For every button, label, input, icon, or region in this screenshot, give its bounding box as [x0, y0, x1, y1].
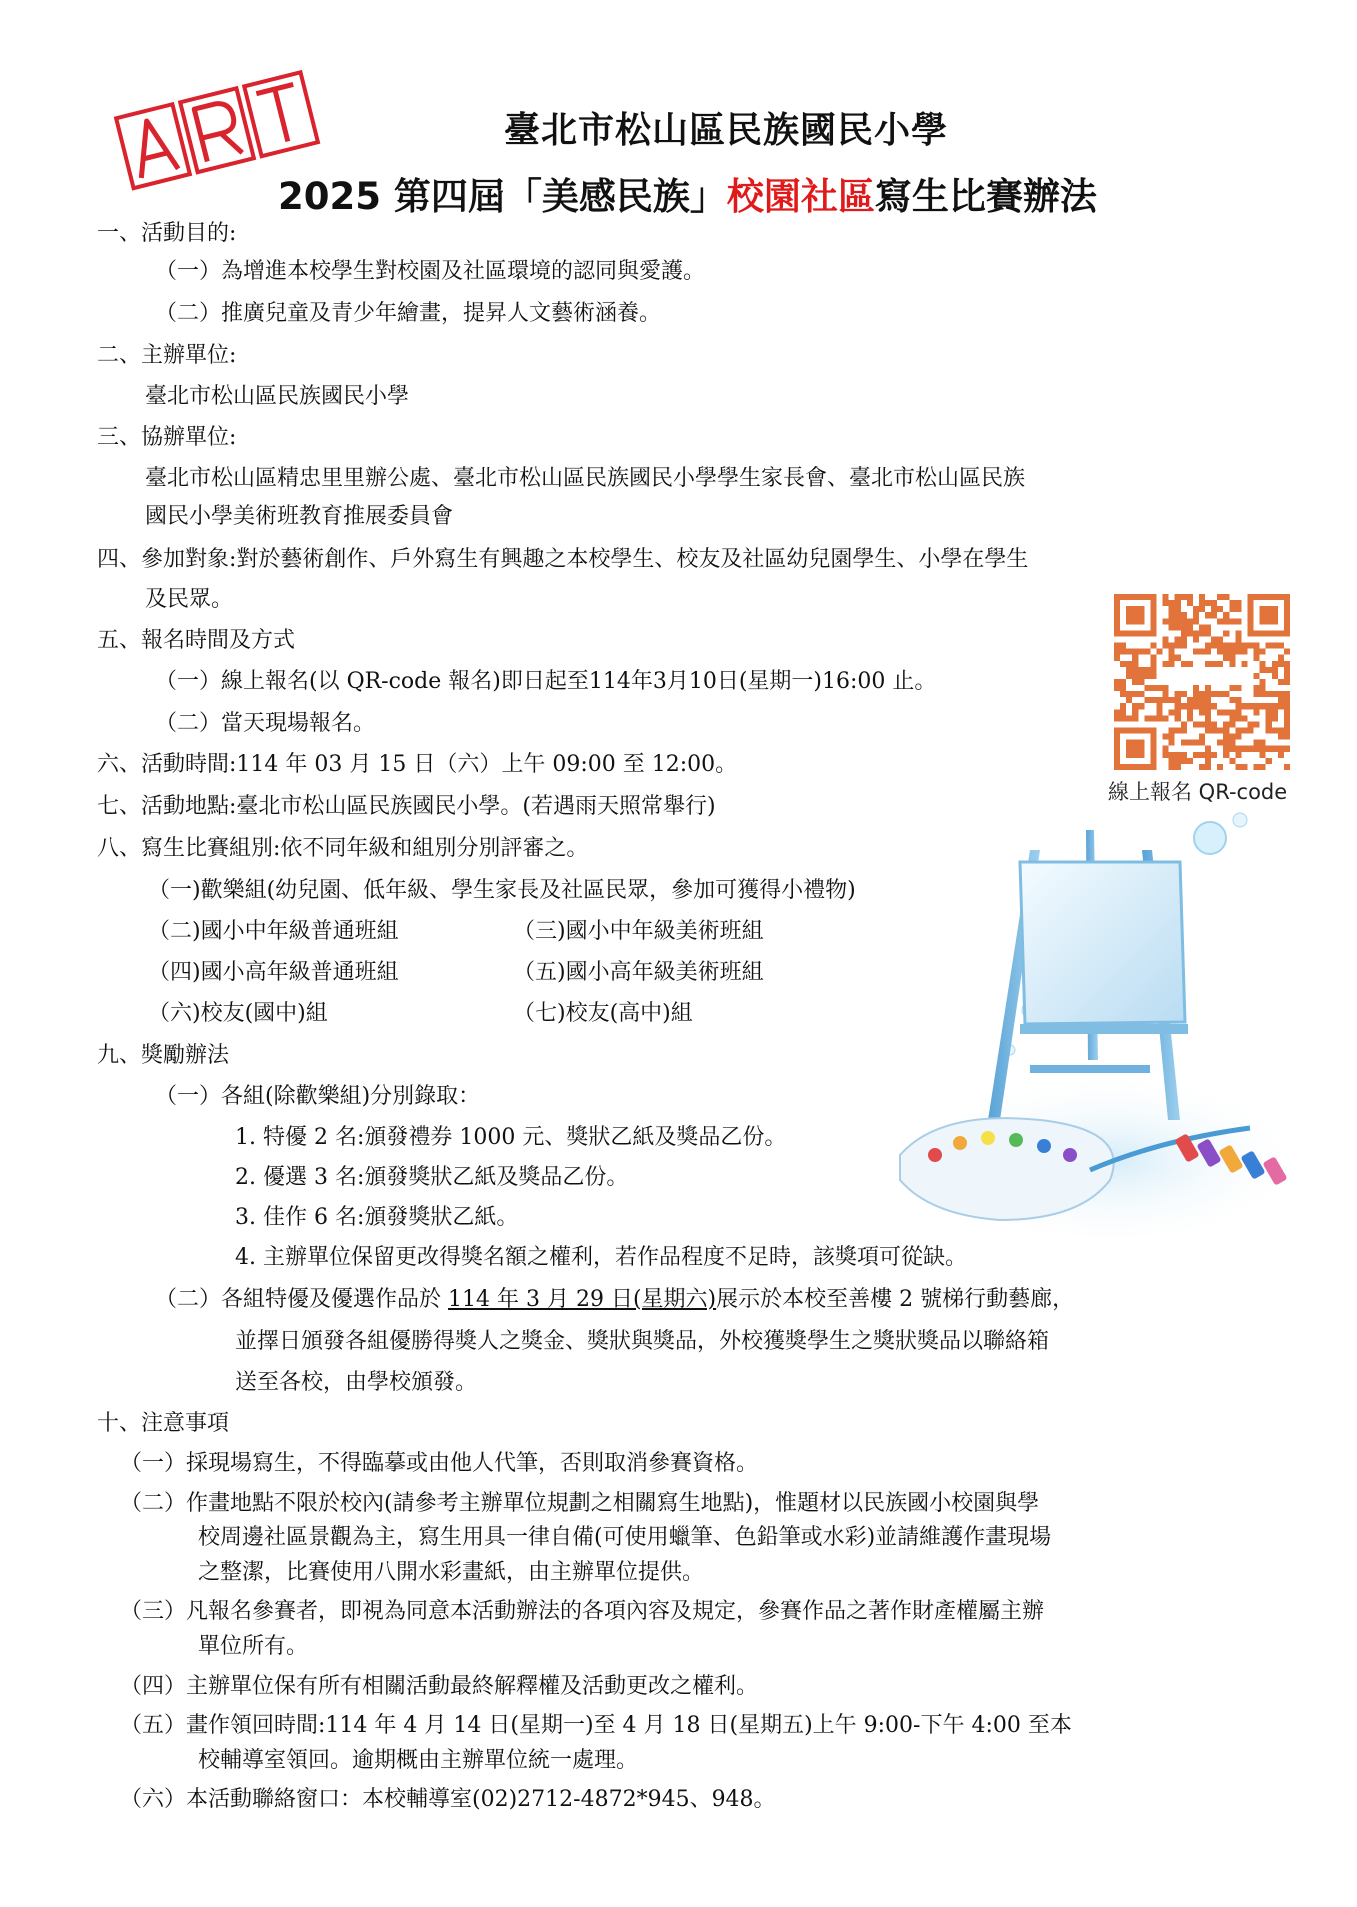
qr-code[interactable] — [1113, 594, 1291, 770]
section-10-heading: 十、注意事項 — [97, 1411, 230, 1436]
group-1: （一)歡樂組(幼兒園、低年級、學生家長及社區民眾，參加可獲得小禮物) — [148, 878, 856, 903]
notice-2-line-3: 之整潔，比賽使用八開水彩畫紙，由主辦單位提供。 — [198, 1560, 705, 1585]
group-5: （五)國小高年級美術班組 — [513, 960, 764, 985]
group-4: （四)國小高年級普通班組 — [148, 960, 399, 985]
notice-6: （六）本活動聯絡窗口：本校輔導室(02)2712-4872*945、948。 — [120, 1787, 776, 1812]
group-7: （七)校友(高中)組 — [513, 1001, 693, 1026]
section-9-heading: 九、獎勵辦法 — [97, 1043, 230, 1068]
notice-3-line-2: 單位所有。 — [198, 1634, 309, 1659]
notice-5-line-2: 校輔導室領回。逾期概由主辦單位統一處理。 — [198, 1748, 639, 1773]
award-note: 4. 主辦單位保留更改得獎名額之權利，若作品程度不足時，該獎項可從缺。 — [235, 1245, 967, 1270]
group-6: （六)校友(國中)組 — [148, 1001, 328, 1026]
group-2: （二)國小中年級普通班組 — [148, 919, 399, 944]
easel-palette-illustration — [880, 810, 1300, 1270]
notice-4: （四）主辦單位保有所有相關活動最終解釋權及活動更改之權利。 — [120, 1674, 759, 1699]
section-1-heading: 一、活動目的: — [97, 221, 237, 246]
section-5-heading: 五、報名時間及方式 — [97, 628, 296, 653]
award-item-2-line-2: 並擇日頒發各組優勝得獎人之獎金、獎狀與獎品，外校獲獎學生之獎狀獎品以聯絡箱 — [235, 1329, 1050, 1354]
section-2-text: 臺北市松山區民族國民小學 — [145, 384, 410, 409]
section-3-text-2: 國民小學美術班教育推展委員會 — [145, 504, 454, 529]
group-3: （三)國小中年級美術班組 — [513, 919, 764, 944]
section-5-item-2: （二）當天現場報名。 — [155, 711, 376, 736]
section-3-heading: 三、協辦單位: — [97, 425, 237, 450]
section-7-text: 七、活動地點:臺北市松山區民族國民小學。(若遇雨天照常舉行) — [97, 794, 716, 819]
award-item-2-line-3: 送至各校，由學校頒發。 — [235, 1370, 478, 1395]
award-item-2: （二）各組特優及優選作品於 114 年 3 月 29 日(星期六)展示於本校至善樓 2 號梯行動藝廊， — [155, 1287, 1075, 1312]
exhibition-date: 114 年 3 月 29 日(星期六) — [448, 1287, 717, 1312]
award-excellent: 2. 優選 3 名:頒發獎狀乙紙及獎品乙份。 — [235, 1165, 629, 1190]
section-4-text-2: 及民眾。 — [145, 587, 234, 612]
notice-2-line-1: （二）作畫地點不限於校內(請參考主辦單位規劃之相關寫生地點)，惟題材以民族國小校園與學 — [120, 1491, 1040, 1516]
section-6-text: 六、活動時間:114 年 03 月 15 日（六）上午 09:00 至 12:00。 — [97, 752, 738, 777]
section-8-heading: 八、寫生比賽組別:依不同年級和組別分別評審之。 — [97, 836, 589, 861]
section-1-item-2: （二）推廣兒童及青少年繪畫，提昇人文藝術涵養。 — [155, 301, 662, 326]
section-5-item-1: （一）線上報名(以 QR-code 報名)即日起至114年3月10日(星期一)16:00 止。 — [155, 669, 937, 694]
award-special: 1. 特優 2 名:頒發禮券 1000 元、獎狀乙紙及獎品乙份。 — [235, 1125, 787, 1150]
notice-1: （一）採現場寫生，不得臨摹或由他人代筆，否則取消參賽資格。 — [120, 1451, 759, 1476]
notice-2-line-2: 校周邊社區景觀為主，寫生用具一律自備(可使用蠟筆、色鉛筆或水彩)並請維護作畫現場 — [198, 1525, 1052, 1550]
section-3-text-1: 臺北市松山區精忠里里辦公處、臺北市松山區民族國民小學學生家長會、臺北市松山區民族 — [145, 466, 1026, 491]
section-4-text-1: 四、參加對象:對於藝術創作、戶外寫生有興趣之本校學生、校友及社區幼兒園學生、小學在學生 — [97, 547, 1029, 572]
award-merit: 3. 佳作 6 名:頒發獎狀乙紙。 — [235, 1205, 519, 1230]
document-title: 2025 第四屆「美感民族」校園社區寫生比賽辦法 — [278, 175, 1097, 218]
qr-caption: 線上報名 QR-code — [1108, 780, 1288, 804]
notice-5-line-1: （五）畫作領回時間:114 年 4 月 14 日(星期一)至 4 月 18 日(星期五)上午 9:00-下午 4:00 至本 — [120, 1713, 1072, 1738]
section-2-heading: 二、主辦單位: — [97, 343, 237, 368]
notice-3-line-1: （三）凡報名參賽者，即視為同意本活動辦法的各項內容及規定，參賽作品之著作財產權屬主辦 — [120, 1599, 1045, 1624]
award-item-1: （一）各組(除歡樂組)分別錄取： — [155, 1084, 481, 1109]
school-title: 臺北市松山區民族國民小學 — [504, 110, 949, 151]
section-1-item-1: （一）為增進本校學生對校園及社區環境的認同與愛護。 — [155, 259, 706, 284]
